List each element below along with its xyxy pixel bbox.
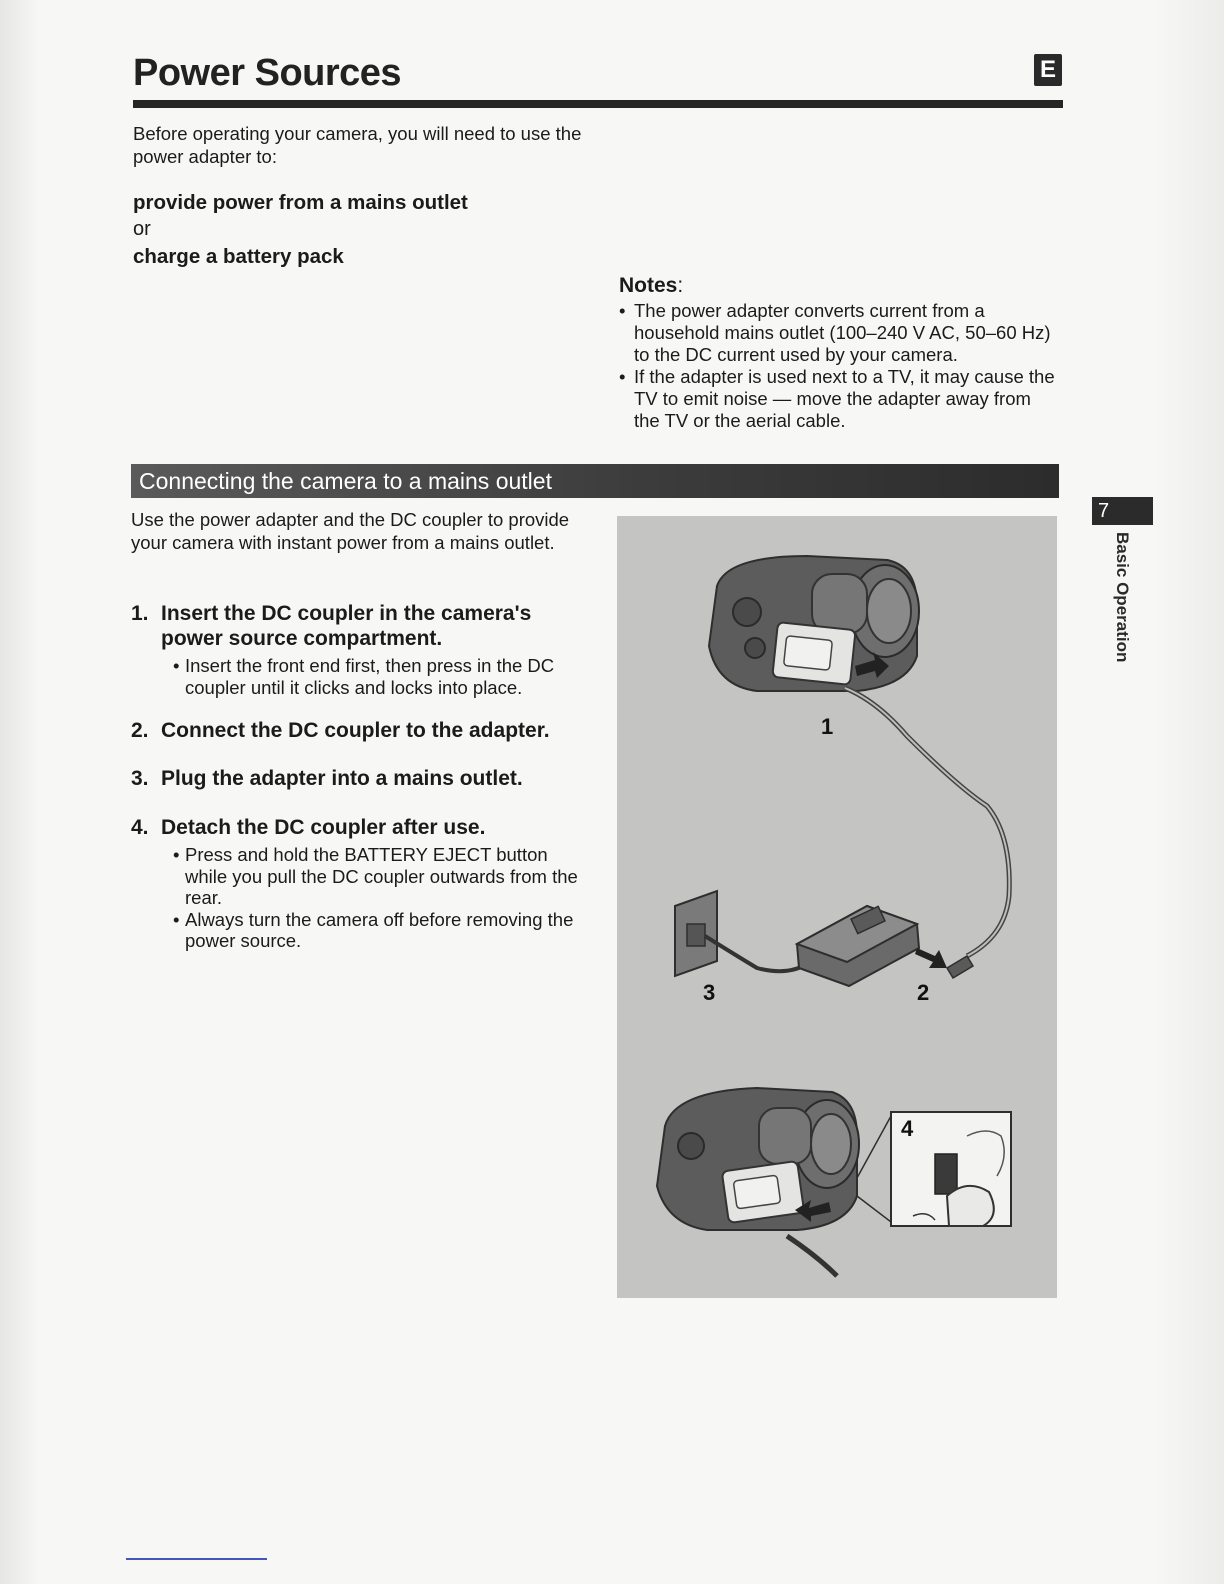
note-item: • If the adapter is used next to a TV, it may cause the TV to emit noise — move the adapter away from the TV or the aerial cable.	[619, 366, 1059, 432]
scan-left-shade	[0, 0, 40, 1584]
step-detail: • Insert the front end first, then press in the DC coupler until it clicks and locks into place.	[173, 655, 581, 698]
step-detail: • Press and hold the BATTERY EJECT button while you pull the DC coupler outwards from the rear.	[173, 844, 581, 909]
step-title: Connect the DC coupler to the adapter.	[161, 719, 550, 742]
title-rule	[133, 100, 1063, 108]
battery-eject-inset	[857, 1112, 1011, 1226]
figure-label-1: 1	[821, 714, 834, 739]
option-mains: provide power from a mains outlet	[133, 191, 468, 214]
illustration-svg	[617, 516, 1057, 1298]
step-2	[131, 718, 581, 743]
notes-box	[619, 275, 1059, 432]
intro-text: Before operating your camera, you will need to use the power adapter to:	[133, 123, 582, 167]
section-intro: Use the power adapter and the DC coupler to provide your camera with instant power from a mains outlet.	[131, 509, 570, 553]
camcorder-top-icon	[709, 556, 919, 691]
note-item: • The power adapter converts current from a household mains outlet (100–240 V AC, 50–60 Hz) to the DC current used by your camera.	[619, 300, 1059, 366]
step-title: Insert the DC coupler in the camera's power source compartment.	[161, 602, 532, 650]
chapter-tab-label: Basic Operation	[1113, 532, 1132, 663]
step-3	[131, 766, 581, 791]
section-title: Connecting the camera to a mains outlet	[139, 468, 552, 494]
step-detail: • Always turn the camera off before removing the power source.	[173, 909, 581, 952]
plug-arrow-icon	[915, 948, 947, 968]
option-charge: charge a battery pack	[133, 245, 344, 268]
figure-label-3: 3	[703, 980, 716, 1005]
language-badge: E	[1034, 54, 1062, 86]
figure-label-2: 2	[917, 980, 930, 1005]
notes-title: Notes:	[619, 274, 684, 297]
power-adapter-icon	[797, 906, 919, 986]
step-number: 4.	[131, 816, 149, 839]
scan-right-shade	[1154, 0, 1224, 1584]
step-title: Detach the DC coupler after use.	[161, 816, 486, 839]
step-number: 1.	[131, 602, 149, 625]
step-number: 3.	[131, 767, 149, 790]
page-title: Power Sources	[133, 52, 402, 94]
option-or: or	[133, 218, 151, 240]
figure-label-4: 4	[901, 1116, 914, 1141]
step-1	[131, 601, 581, 698]
mains-cable	[705, 936, 807, 971]
step-number: 2.	[131, 719, 149, 742]
step-4	[131, 815, 581, 952]
wall-outlet-icon	[675, 891, 717, 976]
step-title: Plug the adapter into a mains outlet.	[161, 767, 523, 790]
page-number-tab: 7	[1092, 497, 1153, 525]
connection-illustration	[617, 516, 1057, 1298]
footnote-rule	[126, 1558, 267, 1560]
